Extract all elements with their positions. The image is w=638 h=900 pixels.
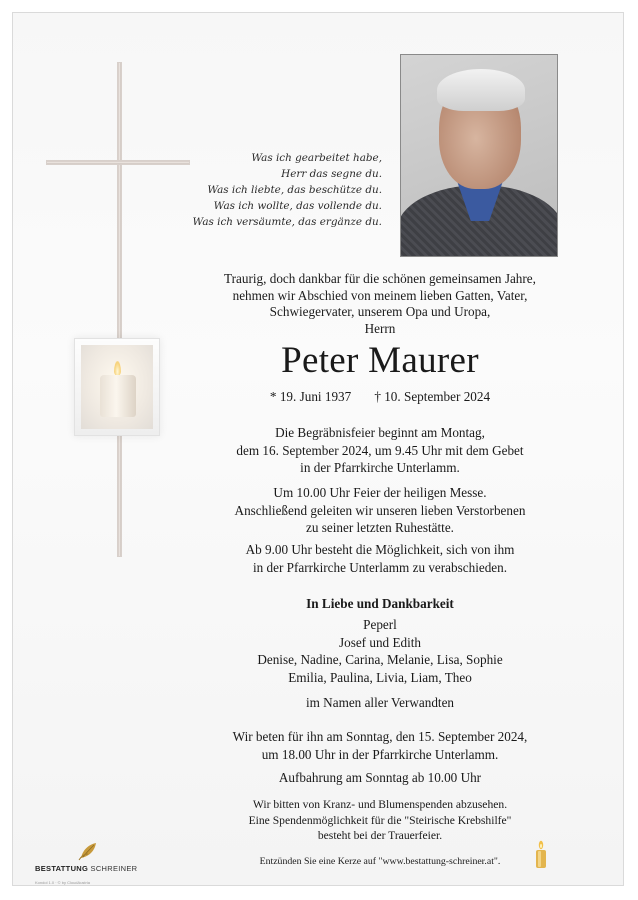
cross-vertical-beam	[117, 62, 122, 557]
funeral-home-logo	[35, 838, 145, 878]
poem-line: Herr das segne du.	[281, 168, 382, 180]
logo-word-2: SCHREINER	[90, 864, 138, 873]
love-heading: In Liebe und Dankbarkeit	[306, 596, 454, 611]
poem-line: Was ich gearbeitet habe,	[251, 152, 382, 164]
cross-horizontal-beam	[46, 160, 190, 165]
farewell-info: Ab 9.00 Uhr besteht die Möglichkeit, sich von ihm in der Pfarrkirche Unterlamm zu verabschieden.	[245, 542, 515, 575]
mass-info: Um 10.00 Uhr Feier der heiligen Messe. Anschließend geleiten wir unseren lieben Verstorbenen zu seiner letzten Ruhestätte.	[234, 485, 526, 535]
candle-icon[interactable]	[534, 840, 548, 870]
credit-text: Kondol 1.0 · © by CloudAustria	[35, 880, 90, 885]
life-dates: * 19. Juni 1937 † 10. September 2024	[269, 389, 491, 404]
poem-line: Was ich versäumte, das ergänze du.	[192, 216, 382, 228]
poem-line: Was ich liebte, das beschütze du.	[207, 184, 382, 196]
portrait-photo	[400, 54, 558, 257]
donation-info: Wir bitten von Kranz- und Blumenspenden abzusehen. Eine Spendenmöglichkeit für die "Steirische Krebshilfe" besteht bei der Trauerfeier.	[248, 798, 512, 842]
candle-link-text[interactable]: Entzünden Sie eine Kerze auf "www.bestattung-schreiner.at".	[259, 856, 501, 867]
viewing-info: Aufbahrung am Sonntag ab 10.00 Uhr	[278, 770, 482, 785]
poem-line: Was ich wollte, das vollende du.	[213, 200, 382, 212]
poem	[190, 150, 382, 230]
prayer-info: Wir beten für ihn am Sonntag, den 15. September 2024, um 18.00 Uhr in der Pfarrkirche Unterlamm.	[232, 729, 528, 762]
leaf-icon	[77, 840, 99, 862]
candle-image	[74, 338, 160, 436]
deceased-name: Peter Maurer	[281, 340, 479, 381]
relatives-line: im Namen aller Verwandten	[305, 695, 455, 710]
funeral-info: Die Begräbnisfeier beginnt am Montag, dem 16. September 2024, um 9.45 Uhr mit dem Gebet in der Pfarrkirche Unterlamm.	[236, 425, 524, 475]
logo-word-1: BESTATTUNG	[35, 864, 89, 873]
candle-body	[100, 375, 136, 417]
candle-flame	[114, 361, 121, 376]
intro-text: Traurig, doch dankbar für die schönen gemeinsamen Jahre, nehmen wir Abschied von meinem lieben Gatten, Vater, Schwiegervater, unserem Opa und Uropa, Herrn	[224, 271, 536, 336]
family-list: Peperl Josef und Edith Denise, Nadine, Carina, Melanie, Lisa, Sophie Emilia, Paulina, Livia, Liam, Theo	[257, 617, 503, 685]
